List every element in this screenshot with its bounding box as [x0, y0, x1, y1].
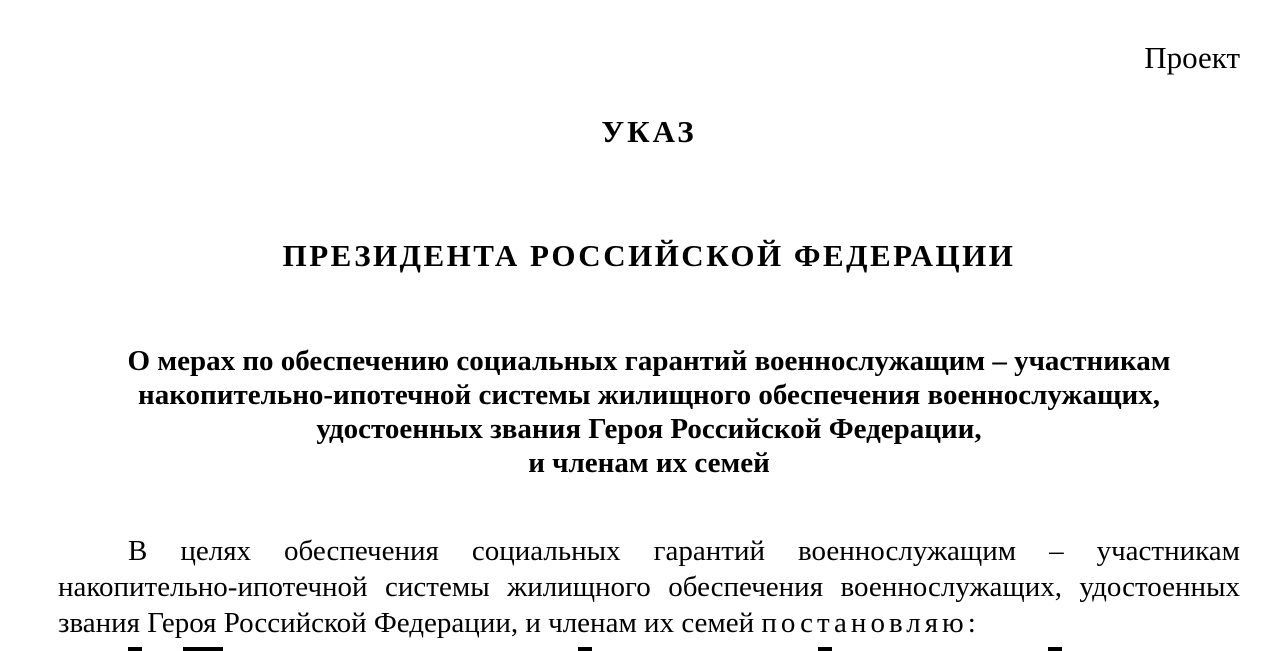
body-line: [58, 605, 1240, 641]
title-line: удостоенных звания Героя Российской Федерации,: [316, 413, 982, 445]
cut-off-next-line: [58, 641, 1240, 651]
title-line: О мерах по обеспечению социальных гарантий военнослужащим – участникам: [127, 345, 1171, 377]
document-title: [40, 344, 1258, 480]
cut-off-glyph: [1048, 647, 1062, 651]
body-line-text: звания Героя Российской Федерации, и членам их семей: [58, 607, 762, 639]
body-line: накопительно-ипотечной системы жилищного обеспечения военнослужащих, удостоенных: [58, 571, 1240, 603]
cut-off-glyph: [578, 647, 592, 651]
decree-verb: постановляю:: [761, 607, 980, 639]
issuer-heading: ПРЕЗИДЕНТА РОССИЙСКОЙ ФЕДЕРАЦИИ: [282, 238, 1016, 273]
body-line: В целях обеспечения социальных гарантий военнослужащим – участникам: [128, 535, 1240, 567]
cut-off-glyph: [183, 647, 223, 651]
document-type-heading: УКАЗ: [601, 114, 697, 149]
cut-off-glyph: [818, 647, 832, 651]
cut-off-glyph: [128, 647, 142, 651]
preamble-paragraph: [58, 533, 1240, 641]
draft-stamp: Проект: [1144, 40, 1240, 75]
title-line: накопительно-ипотечной системы жилищного обеспечения военнослужащих,: [138, 379, 1160, 411]
title-line: и членам их семей: [528, 447, 770, 479]
